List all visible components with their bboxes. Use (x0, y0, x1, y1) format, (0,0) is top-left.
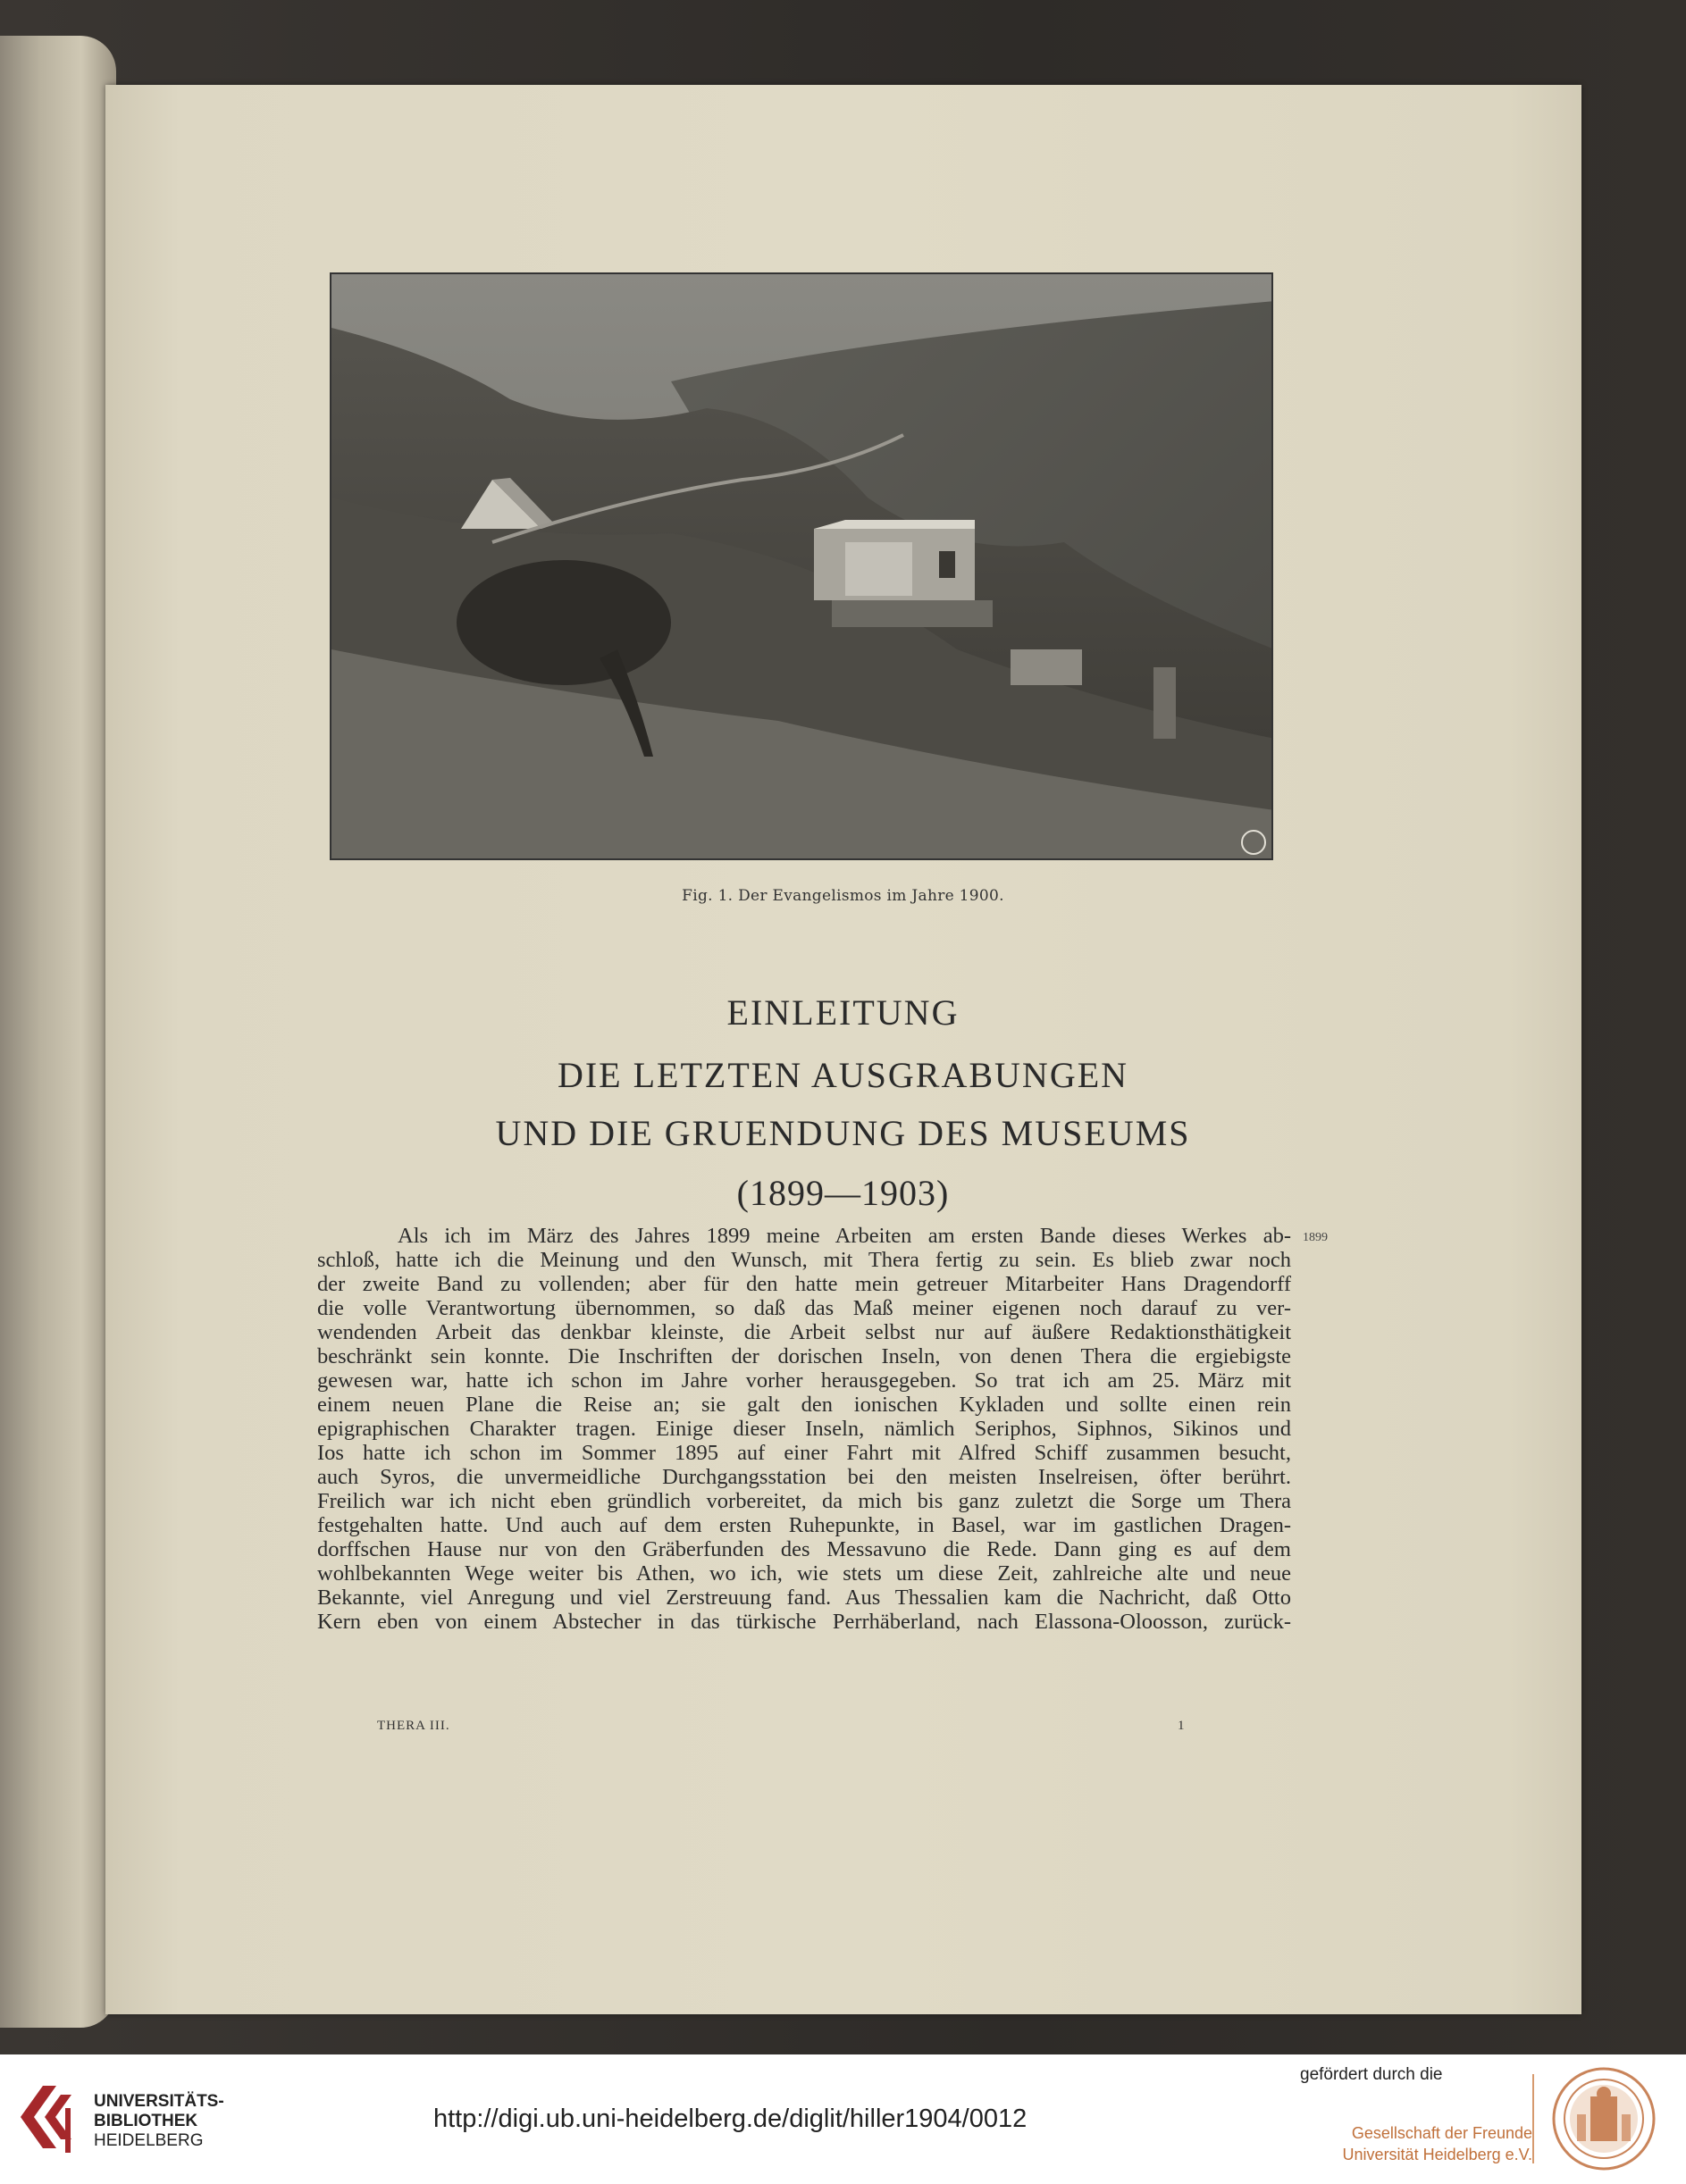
figure-photograph (330, 272, 1273, 860)
sponsor-name-line-2: Universität Heidelberg e.V. (1342, 2146, 1532, 2163)
chapter-heading: EINLEITUNG (726, 992, 960, 1033)
footer-divider (1532, 2074, 1534, 2163)
permalink-url[interactable]: http://digi.ub.uni-heidelberg.de/diglit/hiller1904/0012 (433, 2105, 1028, 2133)
chapter-title-line-1: DIE LETZTEN AUSGRABUNGEN (557, 1055, 1129, 1095)
text-line: wendenden Arbeit das denkbar kleinste, die Arbeit selbst nur auf äußere Redaktionsthätigkeit (317, 1320, 1291, 1344)
library-name-line-3: HEIDELBERG (94, 2131, 204, 2150)
text-line: einem neuen Plane die Reise an; sie galt den ionischen Kykladen und sollte einen rein (317, 1393, 1291, 1417)
text-line: Als ich im März des Jahres 1899 meine Arbeiten am ersten Bande dieses Werkes ab- (398, 1224, 1291, 1248)
chapter-title-line-2: UND DIE GRUENDUNG DES MUSEUMS (495, 1113, 1191, 1153)
text-line: wohlbekannten Wege weiter bis Athen, wo ich, wie stets um diese Zeit, zahlreiche alte und neue (317, 1561, 1291, 1586)
text-line: beschränkt sein konnte. Die Inschriften der dorischen Inseln, von denen Thera die ergiebigste (317, 1344, 1291, 1368)
text-line: schloß, hatte ich die Meinung und den Wunsch, mit Thera fertig zu sein. Es blieb zwar noch (317, 1248, 1291, 1272)
text-line: festgehalten hatte. Und auch auf dem ersten Ruhepunkte, in Basel, war im gastlichen Dragen- (317, 1513, 1291, 1537)
signature-mark: THERA III. (377, 1719, 450, 1733)
text-line: Bekannte, viel Anregung und viel Zerstreuung fand. Aus Thessalien kam die Nachricht, daß Otto (317, 1586, 1291, 1610)
ub-heidelberg-logo-icon[interactable] (16, 2081, 83, 2157)
body-paragraph (317, 1224, 1291, 1634)
university-seal-icon[interactable] (1550, 2065, 1657, 2172)
text-line: Ios hatte ich schon im Sommer 1895 auf einer Fahrt mit Alfred Schiff zusammen besucht, (317, 1441, 1291, 1465)
text-line: gewesen war, hatte ich schon im Jahre vorher herausgegeben. So trat ich am 25. März mit (317, 1368, 1291, 1393)
text-line: der zweite Band zu vollenden; aber für den hatte mein getreuer Mitarbeiter Hans Dragendorff (317, 1272, 1291, 1296)
text-line: epigraphischen Charakter tragen. Einige dieser Inseln, nämlich Seriphos, Siphnos, Sikinos und (317, 1417, 1291, 1441)
text-line: auch Syros, die unvermeidliche Durchgangsstation bei den meisten Inselreisen, öfter berührt. (317, 1465, 1291, 1489)
text-line: dorffschen Hause nur von den Gräberfunden des Messavuno die Rede. Dann ging es auf dem (317, 1537, 1291, 1561)
text-line: Kern eben von einem Abstecher in das türkische Perrhäberland, nach Elassona-Oloosson, zurück- (317, 1610, 1291, 1634)
sponsor-name-line-1: Gesellschaft der Freunde (1351, 2124, 1532, 2142)
library-name[interactable] (94, 2092, 224, 2151)
sponsor-label: gefördert durch die (1300, 2065, 1443, 2084)
page-number: 1 (1178, 1719, 1185, 1733)
footer-bar (0, 2054, 1686, 2184)
library-name-line-1: UNIVERSITÄTS- (94, 2092, 224, 2111)
chapter-date-range: (1899—1903) (736, 1173, 950, 1213)
text-line: Freilich war ich nicht eben gründlich vorbereitet, da mich bis ganz zuletzt die Sorge um Thera (317, 1489, 1291, 1513)
margin-year-note: 1899 (1303, 1231, 1328, 1244)
figure-caption: Fig. 1. Der Evangelismos im Jahre 1900. (682, 887, 1004, 905)
library-name-line-2: BIBLIOTHEK (94, 2112, 198, 2130)
text-line: die volle Verantwortung übernommen, so daß das Maß meiner eigenen noch darauf zu ver- (317, 1296, 1291, 1320)
sponsor-block[interactable] (1300, 2065, 1532, 2165)
